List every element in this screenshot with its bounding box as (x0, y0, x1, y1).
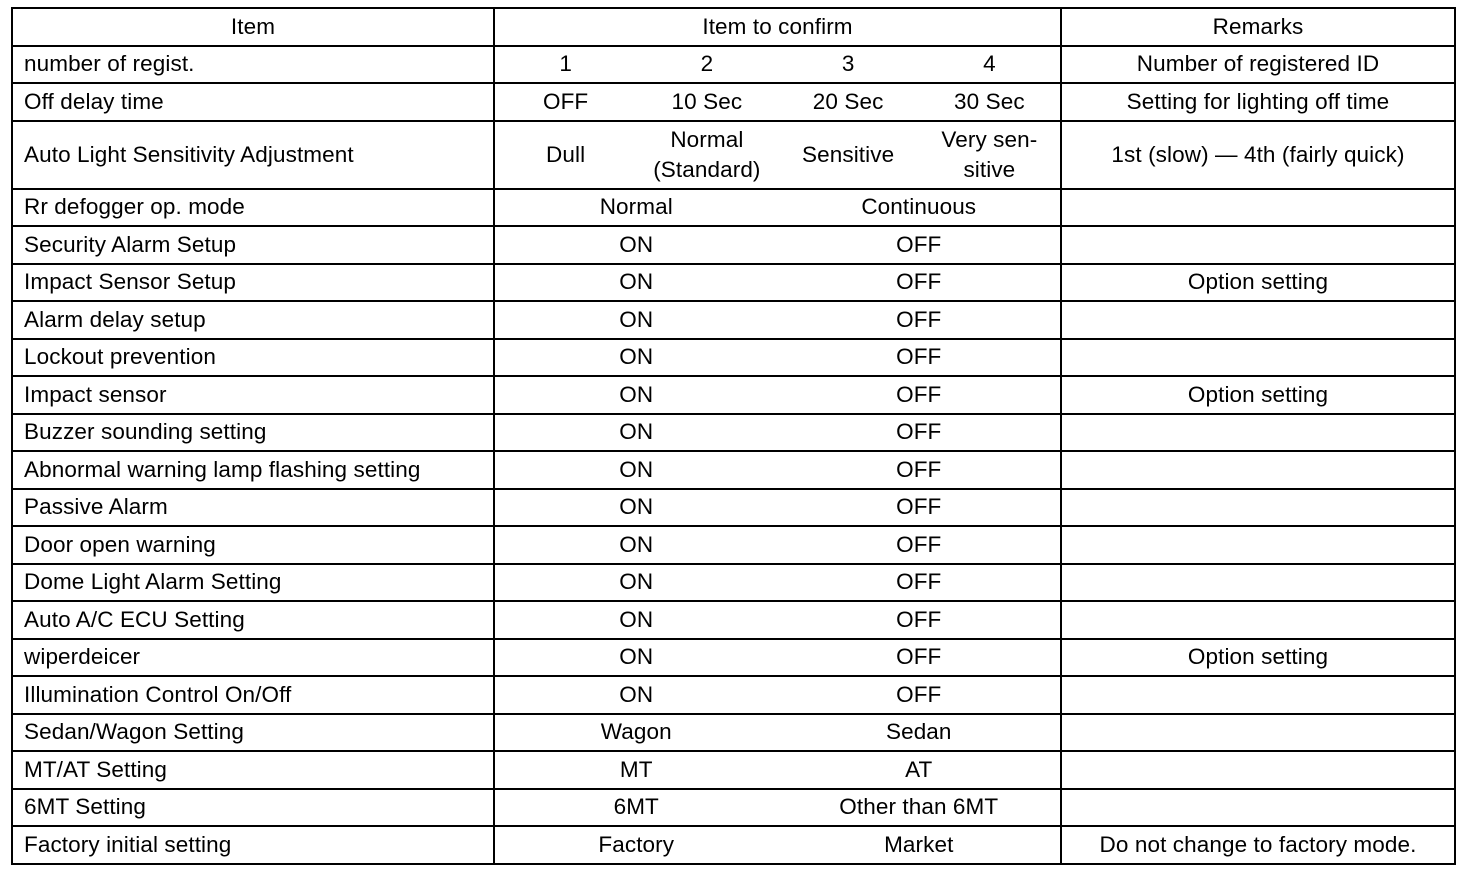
option-value: 20 Sec (812, 88, 884, 114)
option-group (495, 607, 1060, 633)
row-remarks: Option setting (1061, 264, 1455, 302)
option-group (495, 644, 1060, 670)
option-value: 2 (700, 51, 714, 77)
table-row (12, 676, 1455, 714)
row-item: Passive Alarm (12, 489, 494, 527)
row-remarks: Number of registered ID (1061, 46, 1455, 84)
row-options (494, 414, 1061, 452)
option-value: AT (905, 756, 933, 782)
table-row (12, 301, 1455, 339)
row-options (494, 751, 1061, 789)
row-options (494, 714, 1061, 752)
row-options (494, 489, 1061, 527)
row-options (494, 789, 1061, 827)
header-item-to-confirm: Item to confirm (494, 8, 1061, 46)
row-options (494, 826, 1061, 864)
option-value: MT (619, 756, 653, 782)
row-remarks (1061, 714, 1455, 752)
row-options (494, 376, 1061, 414)
option-group (495, 457, 1060, 483)
option-group (495, 719, 1060, 745)
table-row (12, 451, 1455, 489)
header-item: Item (12, 8, 494, 46)
option-group (495, 757, 1060, 783)
table-body (12, 8, 1455, 864)
option-value: OFF (896, 569, 942, 595)
option-value: 3 (841, 51, 855, 77)
option-group (495, 794, 1060, 820)
option-value: OFF (896, 306, 942, 332)
option-value: ON (619, 531, 654, 557)
option-value: OFF (896, 231, 942, 257)
row-remarks (1061, 489, 1455, 527)
option-value: Normal (Standard) (653, 126, 761, 182)
row-item: Illumination Control On/Off (12, 676, 494, 714)
option-value: 30 Sec (954, 88, 1025, 114)
table-row (12, 751, 1455, 789)
option-value: 10 Sec (671, 88, 743, 114)
option-value: Wagon (600, 719, 672, 745)
option-value: ON (619, 569, 654, 595)
row-remarks (1061, 301, 1455, 339)
option-group (495, 419, 1060, 445)
table-row (12, 489, 1455, 527)
table-row (12, 121, 1455, 189)
header-row (12, 8, 1455, 46)
option-group (495, 344, 1060, 370)
option-value: ON (619, 456, 654, 482)
row-remarks: Do not change to factory mode. (1061, 826, 1455, 864)
option-value: OFF (896, 381, 942, 407)
option-value: ON (619, 344, 654, 370)
table-row (12, 83, 1455, 121)
option-value: OFF (896, 644, 942, 670)
option-value: Other than 6MT (839, 794, 999, 820)
row-options (494, 226, 1061, 264)
option-value: ON (619, 419, 654, 445)
row-remarks (1061, 526, 1455, 564)
option-group (495, 194, 1060, 220)
row-options (494, 189, 1061, 227)
option-group (495, 122, 1060, 188)
option-value: Sensitive (802, 141, 895, 167)
table-row (12, 789, 1455, 827)
row-options (494, 339, 1061, 377)
table-row (12, 414, 1455, 452)
header-remarks: Remarks (1061, 8, 1455, 46)
option-value: ON (619, 681, 654, 707)
option-group (495, 307, 1060, 333)
row-item: Factory initial setting (12, 826, 494, 864)
row-item: number of regist. (12, 46, 494, 84)
row-item: Auto A/C ECU Setting (12, 601, 494, 639)
table-row (12, 526, 1455, 564)
table-row (12, 826, 1455, 864)
row-remarks (1061, 751, 1455, 789)
option-value: Market (884, 831, 954, 857)
option-value: ON (619, 606, 654, 632)
row-options (494, 264, 1061, 302)
option-value: 4 (983, 51, 996, 77)
table-row (12, 376, 1455, 414)
option-group (495, 532, 1060, 558)
option-value: OFF (896, 344, 942, 370)
table-row (12, 639, 1455, 677)
option-group (495, 569, 1060, 595)
option-value: Continuous (861, 194, 977, 220)
row-options (494, 301, 1061, 339)
option-value: ON (619, 269, 654, 295)
option-value: Sedan (885, 719, 952, 745)
option-value: OFF (896, 419, 942, 445)
table-row (12, 714, 1455, 752)
row-remarks: 1st (slow) — 4th (fairly quick) (1061, 121, 1455, 189)
option-value: ON (619, 306, 654, 332)
row-item: Auto Light Sensitivity Adjustment (12, 121, 494, 189)
option-value: OFF (896, 494, 942, 520)
table-row (12, 264, 1455, 302)
option-group (495, 382, 1060, 408)
table-row (12, 339, 1455, 377)
row-item: wiperdeicer (12, 639, 494, 677)
row-options (494, 564, 1061, 602)
row-item: Impact sensor (12, 376, 494, 414)
row-item: Buzzer sounding setting (12, 414, 494, 452)
row-item: 6MT Setting (12, 789, 494, 827)
row-item: Security Alarm Setup (12, 226, 494, 264)
table-row (12, 226, 1455, 264)
row-options (494, 83, 1061, 121)
option-value: OFF (896, 269, 942, 295)
table-row (12, 189, 1455, 227)
option-value: ON (619, 494, 654, 520)
row-item: Lockout prevention (12, 339, 494, 377)
option-value: OFF (896, 531, 942, 557)
option-value: ON (619, 231, 654, 257)
row-remarks (1061, 789, 1455, 827)
row-remarks (1061, 676, 1455, 714)
table-row (12, 564, 1455, 602)
option-value: ON (619, 381, 654, 407)
option-value: OFF (896, 456, 942, 482)
row-options (494, 601, 1061, 639)
option-value: OFF (896, 681, 942, 707)
row-item: Impact Sensor Setup (12, 264, 494, 302)
option-group (495, 494, 1060, 520)
row-options (494, 526, 1061, 564)
option-group (495, 832, 1060, 858)
option-value: Dull (546, 141, 586, 167)
option-group (495, 47, 1060, 83)
row-options (494, 676, 1061, 714)
row-options (494, 46, 1061, 84)
option-value: OFF (896, 606, 942, 632)
row-remarks: Option setting (1061, 376, 1455, 414)
row-remarks (1061, 414, 1455, 452)
option-value: 6MT (613, 794, 659, 820)
row-remarks (1061, 601, 1455, 639)
table-row (12, 46, 1455, 84)
row-remarks: Setting for lighting off time (1061, 83, 1455, 121)
row-remarks (1061, 564, 1455, 602)
row-remarks (1061, 226, 1455, 264)
row-remarks: Option setting (1061, 639, 1455, 677)
row-item: Rr defogger op. mode (12, 189, 494, 227)
row-item: Abnormal warning lamp flashing setting (12, 451, 494, 489)
row-remarks (1061, 451, 1455, 489)
row-item: Dome Light Alarm Setting (12, 564, 494, 602)
row-options (494, 121, 1061, 189)
row-remarks (1061, 189, 1455, 227)
option-value: Normal (599, 194, 673, 220)
option-value: ON (619, 644, 654, 670)
option-value: 1 (559, 51, 572, 77)
option-value: Factory (598, 831, 675, 857)
row-item: Door open warning (12, 526, 494, 564)
option-group (495, 84, 1060, 120)
option-group (495, 232, 1060, 258)
option-value: OFF (542, 88, 589, 114)
option-group (495, 682, 1060, 708)
row-item: MT/AT Setting (12, 751, 494, 789)
option-group (495, 269, 1060, 295)
row-options (494, 451, 1061, 489)
settings-table (11, 7, 1456, 865)
row-item: Off delay time (12, 83, 494, 121)
row-item: Sedan/Wagon Setting (12, 714, 494, 752)
row-options (494, 639, 1061, 677)
option-value: Very sen- sitive (941, 126, 1038, 182)
row-item: Alarm delay setup (12, 301, 494, 339)
row-remarks (1061, 339, 1455, 377)
table-row (12, 601, 1455, 639)
